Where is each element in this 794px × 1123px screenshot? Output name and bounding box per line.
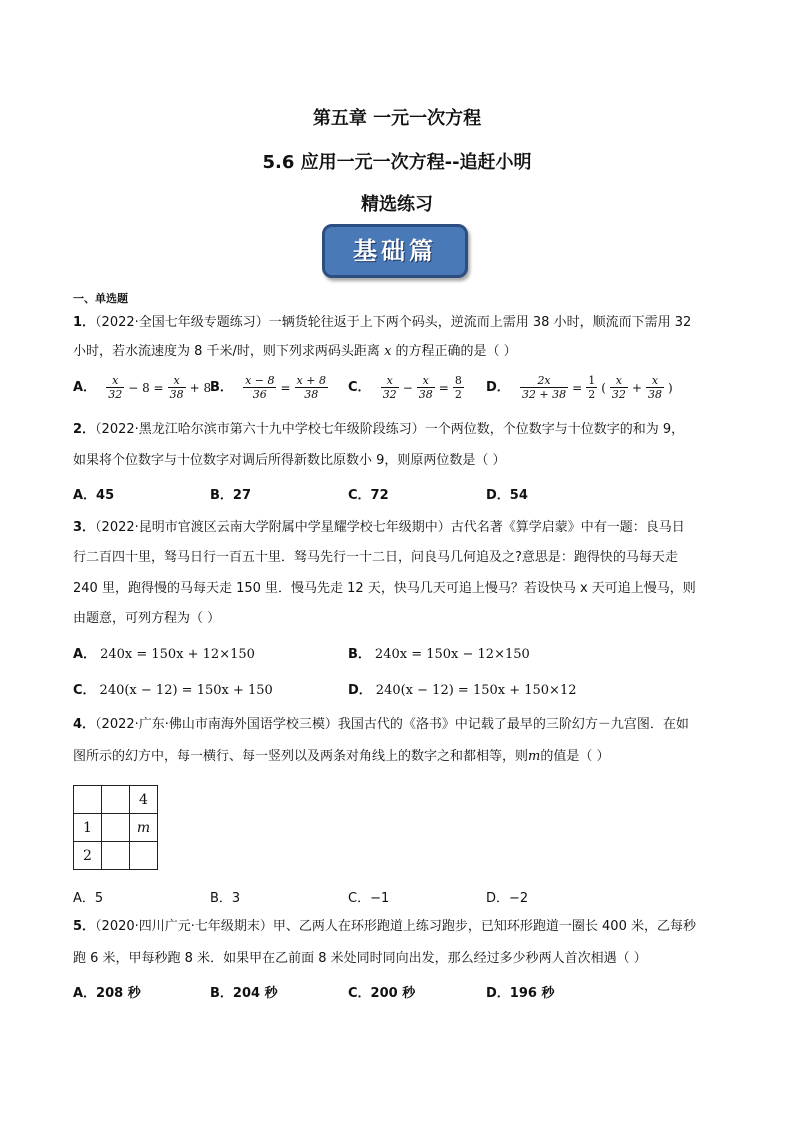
- fraction-numerator: x: [168, 374, 186, 388]
- grid-cell: [130, 842, 158, 870]
- question-2-option-d[interactable]: D．54: [486, 488, 528, 503]
- part-label: 一、单选题: [73, 292, 128, 305]
- question-4-text-2b: 的值是（ ）: [540, 749, 610, 764]
- fraction-denominator: 32: [611, 388, 626, 401]
- question-1-text-2a: 小时，若水流速度为 8 千米/时，则下列求两码头距离: [73, 344, 385, 359]
- option-equation: 240x = 150x − 12×150: [374, 647, 530, 662]
- operator: − 8 =: [128, 380, 164, 395]
- question-2-option-c[interactable]: C．72: [348, 488, 389, 503]
- grid-cell: m: [130, 814, 158, 842]
- question-3-option-d[interactable]: [348, 679, 577, 698]
- fraction-numerator: x: [610, 374, 628, 388]
- operator: =: [438, 380, 449, 395]
- question-2-text-1: （2022·黑龙江哈尔滨市第六十九中学校七年级阶段练习）一个两位数，个位数字与十位数字的和为 9，: [95, 422, 685, 437]
- question-1-text-2b: 的方程正确的是（ ）: [391, 344, 517, 359]
- fraction-denominator: 32 + 38: [521, 388, 567, 401]
- operator: =: [280, 380, 291, 395]
- question-1-text-1: （2022·全国七年级专题练习）一辆货轮往返于上下两个码头，逆流而上需用 38 小时，顺流而下需用 32: [95, 315, 692, 330]
- question-5-number: 5．: [73, 919, 96, 934]
- grid-cell: [102, 842, 130, 870]
- question-4-var: m: [528, 749, 541, 764]
- question-2-option-a[interactable]: A．45: [73, 488, 115, 503]
- level-badge: [322, 224, 468, 278]
- question-1-number: 1．: [73, 315, 96, 330]
- question-5-option-b[interactable]: B．204 秒: [210, 986, 278, 1001]
- subtitle: 精选练习: [361, 194, 433, 215]
- question-1-option-b[interactable]: [210, 374, 330, 401]
- option-label: A．: [73, 647, 97, 662]
- fraction-numerator: x − 8: [245, 374, 275, 387]
- fraction-numerator: x: [381, 374, 399, 388]
- fraction-denominator: 36: [252, 388, 267, 401]
- option-label: A．: [73, 380, 97, 395]
- question-4-number: 4．: [73, 717, 96, 732]
- level-badge-label: 基础篇: [353, 236, 437, 265]
- option-label: D．: [348, 683, 372, 698]
- question-1-line-1: [73, 314, 733, 332]
- fraction-denominator: 32: [108, 388, 123, 401]
- question-1-option-c[interactable]: [348, 374, 466, 401]
- fraction-numerator: x: [106, 374, 124, 388]
- operator: −: [402, 380, 413, 395]
- option-label: D．: [486, 380, 510, 395]
- option-equation: 240x = 150x + 12×150: [100, 647, 255, 662]
- question-4-text-2a: 图所示的幻方中，每一横行、每一竖列以及两条对角线上的数字之和都相等，则: [73, 749, 529, 764]
- question-3-line-4: 由题意，可列方程为（ ）: [73, 611, 221, 626]
- fraction-denominator: 32: [382, 388, 397, 401]
- section-title: 5.6 应用一元一次方程--追赶小明: [262, 152, 532, 173]
- grid-cell: 2: [74, 842, 102, 870]
- question-5-option-c[interactable]: C．200 秒: [348, 986, 416, 1001]
- grid-cell: [74, 786, 102, 814]
- question-3-option-a[interactable]: [73, 643, 255, 662]
- magic-square-grid: [73, 785, 158, 870]
- fraction-denominator: 38: [647, 388, 662, 401]
- option-equation: 240(x − 12) = 150x + 150: [99, 683, 273, 698]
- question-3-number: 3．: [73, 520, 96, 535]
- fraction-numerator: 2x: [520, 374, 568, 388]
- question-3-line-1: [73, 519, 733, 537]
- question-4-text-1: （2022·广东·佛山市南海外国语学校三模）我国古代的《洛书》中记载了最早的三阶幻方－九宫图．在如: [95, 717, 689, 732]
- question-2-number: 2．: [73, 422, 96, 437]
- paren: (: [601, 380, 606, 395]
- operator: + 8: [189, 380, 212, 395]
- question-5-option-a[interactable]: A．208 秒: [73, 986, 141, 1001]
- chapter-title: 第五章 一元一次方程: [312, 108, 482, 129]
- fraction-numerator: x: [417, 374, 435, 388]
- question-5-text-1: （2020·四川广元·七年级期末）甲、乙两人在环形跑道上练习跑步，已知环形跑道一圈长 400 米，乙每秒: [95, 919, 696, 934]
- option-equation: 240(x − 12) = 150x + 150×12: [375, 683, 577, 698]
- grid-cell: 4: [130, 786, 158, 814]
- fraction-denominator: 38: [418, 388, 433, 401]
- operator: +: [631, 380, 642, 395]
- question-5-line-2: 跑 6 米，甲每秒跑 8 米．如果甲在乙前面 8 米处同时同向出发，那么经过多少秒两人首次相遇（ ）: [73, 951, 647, 966]
- fraction-denominator: 38: [304, 388, 319, 401]
- question-2-line-2: 如果将个位数字与十位数字对调后所得新数比原数小 9，则原两位数是（ ）: [73, 453, 506, 468]
- fraction-numerator: x: [646, 374, 664, 388]
- option-label: B．: [210, 380, 233, 395]
- question-5-option-d[interactable]: D．196 秒: [486, 986, 555, 1001]
- question-3-option-c[interactable]: [73, 679, 273, 698]
- question-3-line-2: 行二百四十里，驽马日行一百五十里．驽马先行一十二日，问良马几何追及之?意思是：跑得快的马每天走: [73, 550, 678, 565]
- question-4-line-1: [73, 716, 733, 734]
- question-3-option-b[interactable]: [348, 643, 530, 662]
- option-label: C．: [73, 683, 96, 698]
- fraction-denominator: 2: [588, 388, 596, 401]
- question-4-option-b[interactable]: B．3: [210, 891, 241, 906]
- fraction-numerator: x + 8: [296, 374, 326, 387]
- grid-cell: [102, 786, 130, 814]
- question-1-var: x: [384, 344, 392, 359]
- option-label: C．: [348, 380, 371, 395]
- grid-cell: [102, 814, 130, 842]
- question-4-option-a[interactable]: A．5: [73, 891, 104, 906]
- question-1-line-2: [73, 343, 733, 361]
- grid-cell: 1: [74, 814, 102, 842]
- question-2-option-b[interactable]: B．27: [210, 488, 251, 503]
- question-3-text-1: （2022·昆明市官渡区云南大学附属中学星耀学校七年级期中）古代名著《算学启蒙》中有一题：良马日: [95, 520, 685, 535]
- question-4-line-2: [73, 748, 733, 766]
- fraction-denominator: 38: [169, 388, 184, 401]
- question-4-option-d[interactable]: D．−2: [486, 891, 529, 906]
- question-4-option-c[interactable]: C．−1: [348, 891, 390, 906]
- question-2-line-1: [73, 421, 733, 439]
- question-5-line-1: [73, 918, 733, 936]
- question-1-option-a[interactable]: [73, 374, 213, 401]
- question-3-line-3: 240 里，跑得慢的马每天走 150 里．慢马先走 12 天，快马几天可追上慢马？若设快马 x 天可追上慢马，则: [73, 581, 696, 596]
- fraction-numerator: 8: [454, 374, 462, 387]
- fraction-denominator: 2: [454, 388, 462, 401]
- option-label: B．: [348, 647, 371, 662]
- paren: ): [667, 380, 673, 395]
- operator: =: [572, 380, 583, 395]
- fraction-numerator: 1: [588, 374, 596, 387]
- question-1-option-d[interactable]: [486, 374, 675, 401]
